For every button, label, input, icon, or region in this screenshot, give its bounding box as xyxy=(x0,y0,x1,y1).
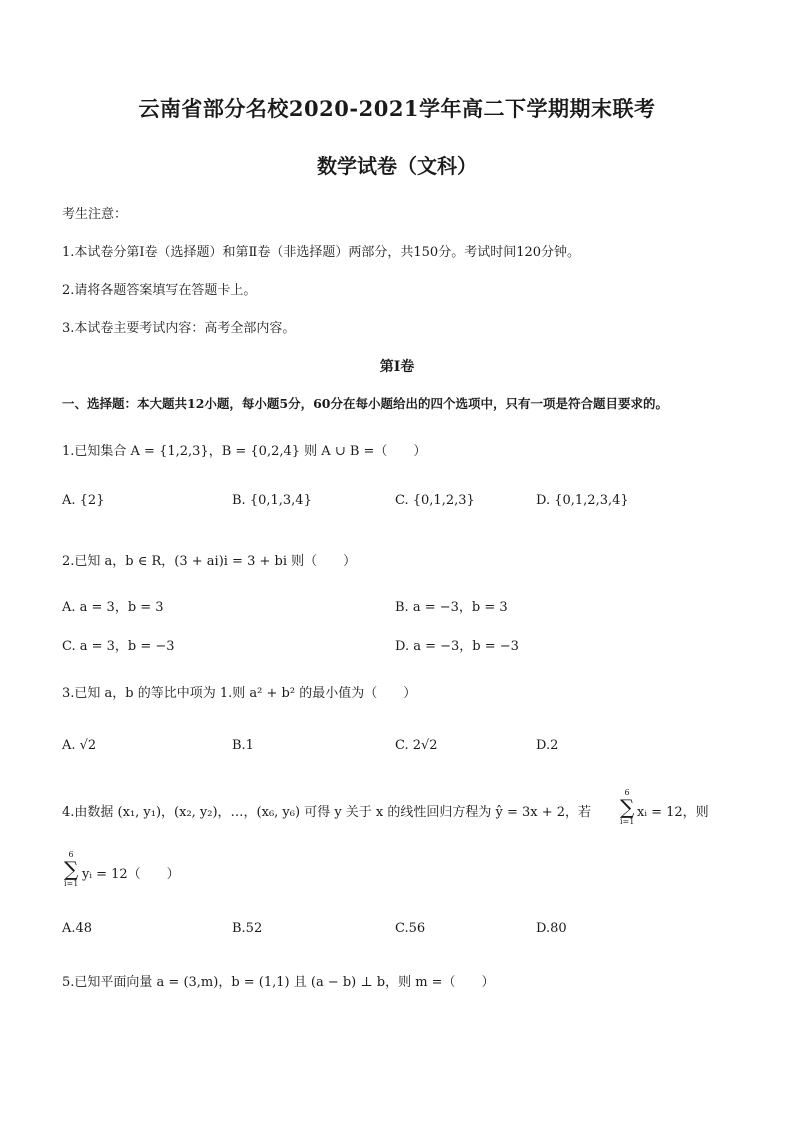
question-2-option-b: B. a = −3，b = 3 xyxy=(395,600,508,615)
question-1-stem: 1.已知集合 A = {1,2,3}，B = {0,2,4} 则 A ∪ B =（ ） xyxy=(62,444,427,459)
question-1-option-b: B. {0,1,3,4} xyxy=(232,493,312,508)
volume-label: 第Ⅰ卷 xyxy=(379,359,415,375)
notice-item-2: 2.请将各题答案填写在答题卡上。 xyxy=(62,283,257,298)
question-4-option-a: A.48 xyxy=(62,921,93,936)
question-3-stem: 3.已知 a，b 的等比中项为 1.则 a² + b² 的最小值为（ ） xyxy=(62,686,417,701)
question-3-option-a: A. √2 xyxy=(62,738,97,753)
sum-y-symbol xyxy=(64,850,78,888)
question-3-option-d: D.2 xyxy=(536,738,559,753)
sum-y-expression: yᵢ = 12（ ） xyxy=(82,867,180,882)
question-1-option-d: D. {0,1,2,3,4} xyxy=(536,493,629,508)
question-4-option-b: B.52 xyxy=(232,921,263,936)
sigma-icon: ∑ xyxy=(64,857,79,881)
sum-y-upper: 6 xyxy=(68,850,74,859)
exam-title: 云南省部分名校2020-2021学年高二下学期期末联考 xyxy=(138,96,656,121)
exam-subtitle: 数学试卷（文科） xyxy=(317,154,477,178)
sigma-icon: ∑ xyxy=(620,795,635,819)
sum-x-expression: xᵢ = 12，则 xyxy=(637,805,709,820)
sum-y-lower: i=1 xyxy=(64,879,79,888)
question-2-option-a: A. a = 3，b = 3 xyxy=(62,600,164,615)
sum-x-upper: 6 xyxy=(624,788,630,797)
question-2-option-c: C. a = 3，b = −3 xyxy=(62,639,175,654)
notice-item-3: 3.本试卷主要考试内容：高考全部内容。 xyxy=(62,321,296,336)
question-2-option-d: D. a = −3，b = −3 xyxy=(395,639,519,654)
notice-heading: 考生注意： xyxy=(62,207,128,222)
question-4-option-d: D.80 xyxy=(536,921,567,936)
section-heading: 一、选择题：本大题共12小题，每小题5分，60分在每小题给出的四个选项中，只有一项是符合题目要求的。 xyxy=(62,396,668,411)
question-1-option-a: A. {2} xyxy=(62,493,105,508)
question-5-stem: 5.已知平面向量 a = (3,m)，b = (1,1) 且 (a − b) ⊥ b，则 m =（ ） xyxy=(62,975,495,990)
question-4-stem: 4.由数据 (x₁, y₁)，(x₂, y₂)，…，(x₆, y₆) 可得 y 关于 x 的线性回归方程为 ŷ = 3x + 2，若 xyxy=(62,805,592,820)
question-3-option-b: B.1 xyxy=(232,738,254,753)
notice-item-1: 1.本试卷分第Ⅰ卷（选择题）和第Ⅱ卷（非选择题）两部分，共150分。考试时间120分钟。 xyxy=(62,245,581,260)
question-1-option-c: C. {0,1,2,3} xyxy=(395,493,475,508)
sum-x-lower: i=1 xyxy=(620,817,635,826)
sum-x-symbol xyxy=(620,788,634,826)
question-2-stem: 2.已知 a，b ∈ R，(3 + ai)i = 3 + bi 则（ ） xyxy=(62,554,357,569)
question-3-option-c: C. 2√2 xyxy=(395,738,438,753)
question-4-option-c: C.56 xyxy=(395,921,426,936)
